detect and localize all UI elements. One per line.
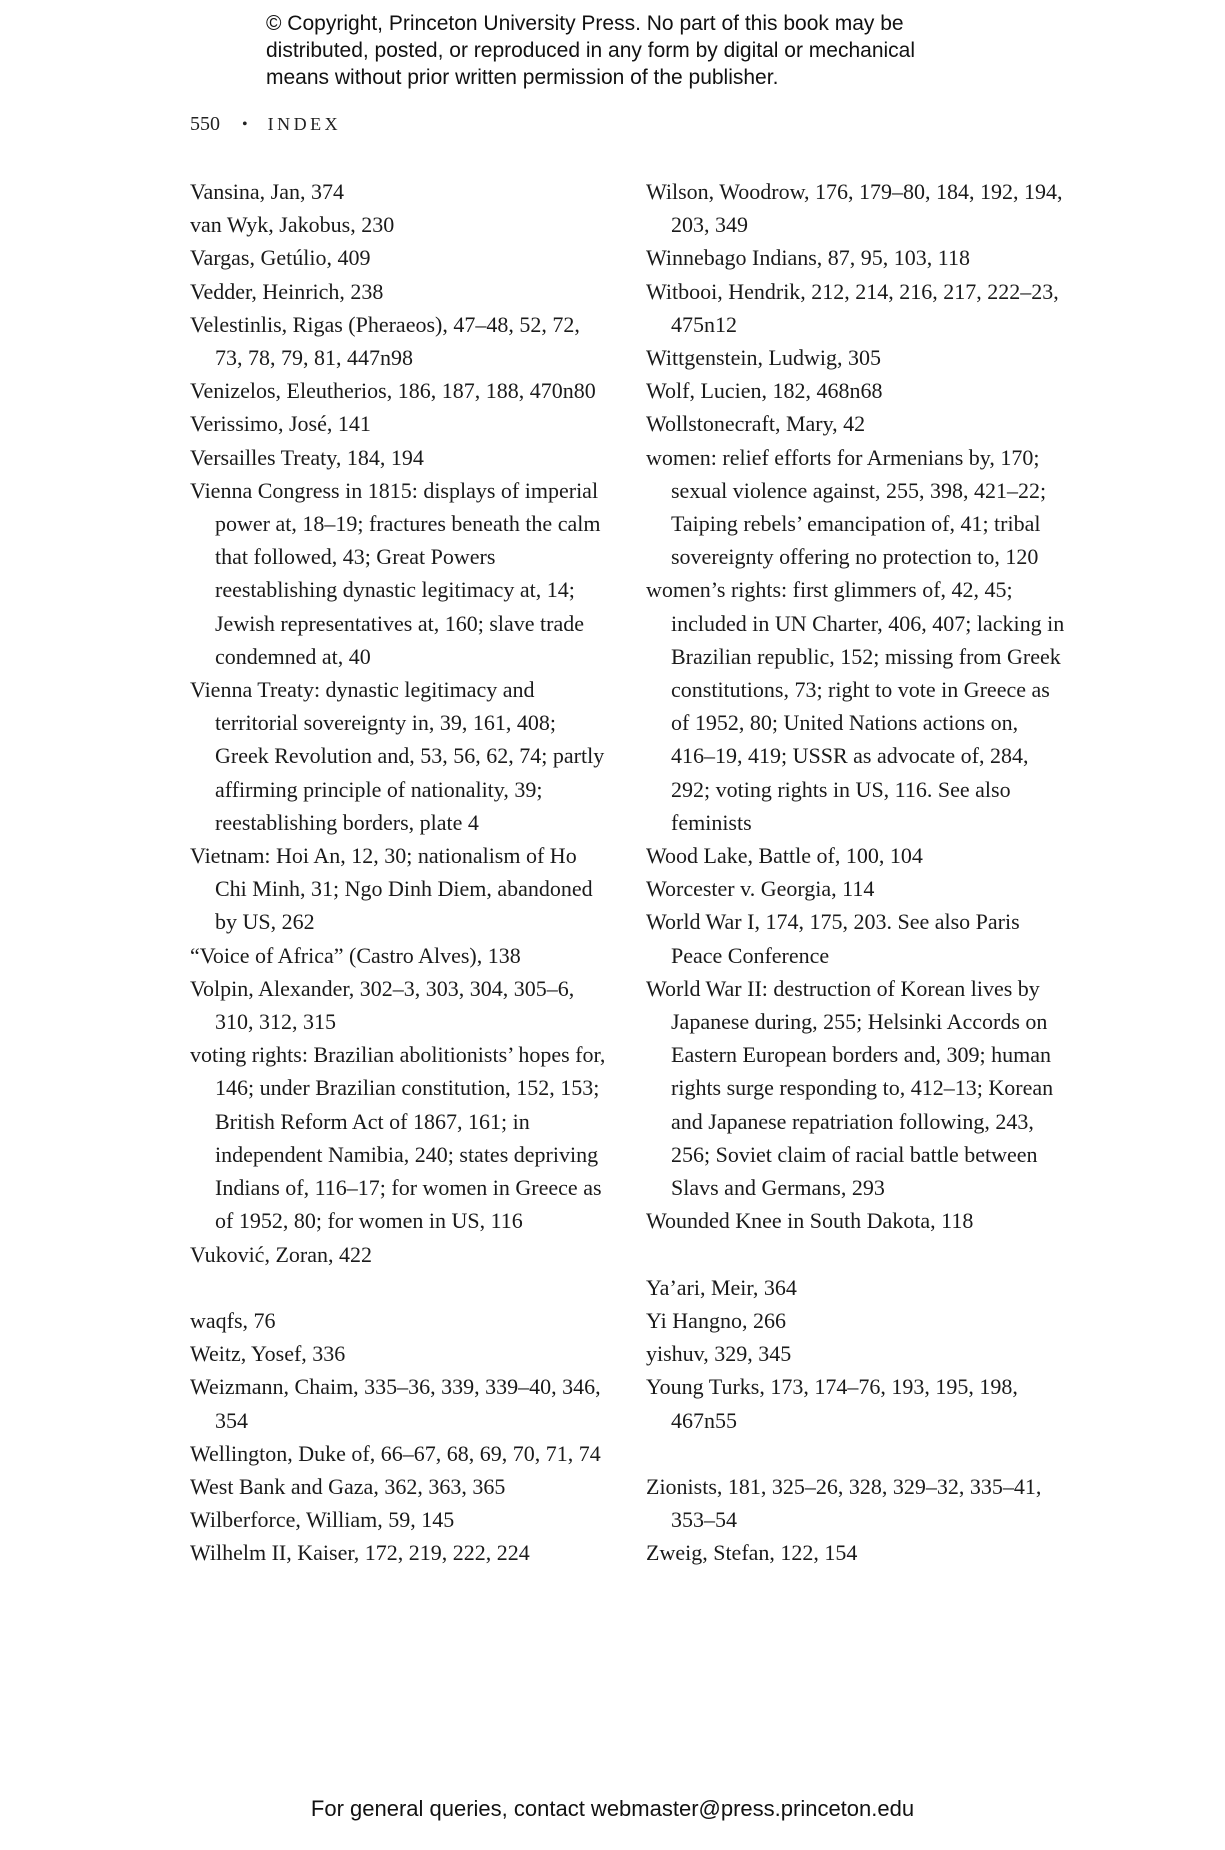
index-entry: Vienna Treaty: dynastic legitimacy and territorial sovereignty in, 39, 161, 408; Greek Revolution and, 53, 56, 62, 74; partly affirming principle of nationality, 39; reestablishing borders, plate 4 bbox=[190, 677, 605, 835]
index-entry: Verissimo, José, 141 bbox=[190, 411, 371, 437]
index-entry: Wittgenstein, Ludwig, 305 bbox=[646, 345, 881, 371]
index-entry: Witbooi, Hendrik, 212, 214, 216, 217, 222–23, 475n12 bbox=[646, 278, 1059, 337]
copyright-line: distributed, posted, or reproduced in any form by digital or mechanical bbox=[266, 39, 916, 62]
index-entry: Weizmann, Chaim, 335–36, 339, 339–40, 346, 354 bbox=[190, 1374, 601, 1433]
index-entry: Vargas, Getúlio, 409 bbox=[190, 245, 371, 271]
index-entry: Vietnam: Hoi An, 12, 30; nationalism of Ho Chi Minh, 31; Ngo Dinh Diem, abandoned by US, 262 bbox=[190, 843, 593, 935]
footer-contact: For general queries, contact webmaster@press.princeton.edu bbox=[310, 1796, 915, 1821]
index-entry: Worcester v. Georgia, 114 bbox=[646, 876, 875, 902]
page-number: 550 bbox=[190, 113, 220, 135]
index-entry: Wilhelm II, Kaiser, 172, 219, 222, 224 bbox=[190, 1540, 530, 1566]
index-entry: Wilson, Woodrow, 176, 179–80, 184, 192, 194, 203, 349 bbox=[646, 179, 1063, 238]
index-entry: Ya’ari, Meir, 364 bbox=[646, 1274, 797, 1300]
index-entry: Versailles Treaty, 184, 194 bbox=[190, 444, 424, 470]
index-entry: Venizelos, Eleutherios, 186, 187, 188, 470n80 bbox=[190, 378, 596, 404]
index-entry: West Bank and Gaza, 362, 363, 365 bbox=[190, 1473, 506, 1499]
index-entry: Wood Lake, Battle of, 100, 104 bbox=[646, 843, 923, 869]
index-entry: Vedder, Heinrich, 238 bbox=[190, 278, 384, 304]
index-column-right bbox=[646, 175, 1066, 1570]
copyright-line: © Copyright, Princeton University Press. No part of this book may be bbox=[266, 12, 904, 35]
index-entry: voting rights: Brazilian abolitionists’ hopes for, 146; under Brazilian constitution, 152, 153; British Reform Act of 1867, 161; in independent Namibia, 240; states depriving Indians of, 116–17; for women in Greece as of 1952, 80; for women in US, 116 bbox=[190, 1042, 606, 1234]
index-entry: Wounded Knee in South Dakota, 118 bbox=[646, 1208, 974, 1234]
index-entry: waqfs, 76 bbox=[190, 1307, 276, 1333]
section-title: INDEX bbox=[267, 114, 342, 134]
index-entry: Vansina, Jan, 374 bbox=[190, 179, 344, 204]
index-entry: Vuković, Zoran, 422 bbox=[190, 1241, 372, 1267]
index-entry: Velestinlis, Rigas (Pheraeos), 47–48, 52, 72, 73, 78, 79, 81, 447n98 bbox=[190, 311, 580, 371]
index-entry: Volpin, Alexander, 302–3, 303, 304, 305–6, 310, 312, 315 bbox=[190, 975, 575, 1035]
index-entry: Wilberforce, William, 59, 145 bbox=[190, 1507, 455, 1533]
index-entry: Wellington, Duke of, 66–67, 68, 69, 70, 71, 74 bbox=[190, 1440, 601, 1466]
index-entry: Zionists, 181, 325–26, 328, 329–32, 335–41, 353–54 bbox=[646, 1473, 1042, 1533]
index-entry: World War I, 174, 175, 203. See also Paris Peace Conference bbox=[646, 909, 1020, 968]
letter-group-gap bbox=[646, 1238, 1066, 1271]
index-entry: women: relief efforts for Armenians by, 170; sexual violence against, 255, 398, 421–22; Taiping rebels’ emancipation of, 41; tribal sovereignty offering no protection to, 120 bbox=[646, 444, 1047, 570]
index-entry: Winnebago Indians, 87, 95, 103, 118 bbox=[646, 245, 970, 271]
index-entry: Vienna Congress in 1815: displays of imperial power at, 18–19; fractures beneath the calm that followed, 43; Great Powers reestablishing dynastic legitimacy at, 14; Jewish representatives at, 160; slave trade condemned at, 40 bbox=[190, 477, 601, 669]
index-entry: Weitz, Yosef, 336 bbox=[190, 1341, 346, 1367]
running-head bbox=[190, 113, 341, 136]
index-entry: women’s rights: first glimmers of, 42, 45; included in UN Charter, 406, 407; lacking in Brazilian republic, 152; missing from Greek constitutions, 73; right to vote in Greece as of 1952, 80; United Nations actions on, 416–19, 419; USSR as advocate of, 284, 292; voting rights in US, 116. See also feminists bbox=[646, 577, 1065, 835]
index-entry: World War II: destruction of Korean lives by Japanese during, 255; Helsinki Accords on Eastern European borders and, 309; human rights surge responding to, 412–13; Korean and Japanese repatriation following, 243, 256; Soviet claim of racial battle between Slavs and Germans, 293 bbox=[646, 975, 1054, 1201]
index-entry: Zweig, Stefan, 122, 154 bbox=[646, 1540, 858, 1566]
letter-group-gap bbox=[646, 1437, 1066, 1470]
index-column-left bbox=[190, 175, 610, 1570]
index-entry: van Wyk, Jakobus, 230 bbox=[190, 212, 395, 238]
index-entry: yishuv, 329, 345 bbox=[646, 1341, 792, 1367]
index-entry: Wollstonecraft, Mary, 42 bbox=[646, 411, 866, 437]
letter-group-gap bbox=[190, 1271, 610, 1304]
copyright-notice bbox=[266, 10, 1026, 91]
index-entry: Young Turks, 173, 174–76, 193, 195, 198, 467n55 bbox=[646, 1374, 1018, 1433]
index-entry: Yi Hangno, 266 bbox=[646, 1307, 786, 1333]
index-entry: Wolf, Lucien, 182, 468n68 bbox=[646, 378, 883, 404]
bullet-separator: • bbox=[242, 115, 248, 133]
copyright-line: means without prior written permission of the publisher. bbox=[266, 66, 779, 89]
index-entry: “Voice of Africa” (Castro Alves), 138 bbox=[190, 942, 521, 968]
